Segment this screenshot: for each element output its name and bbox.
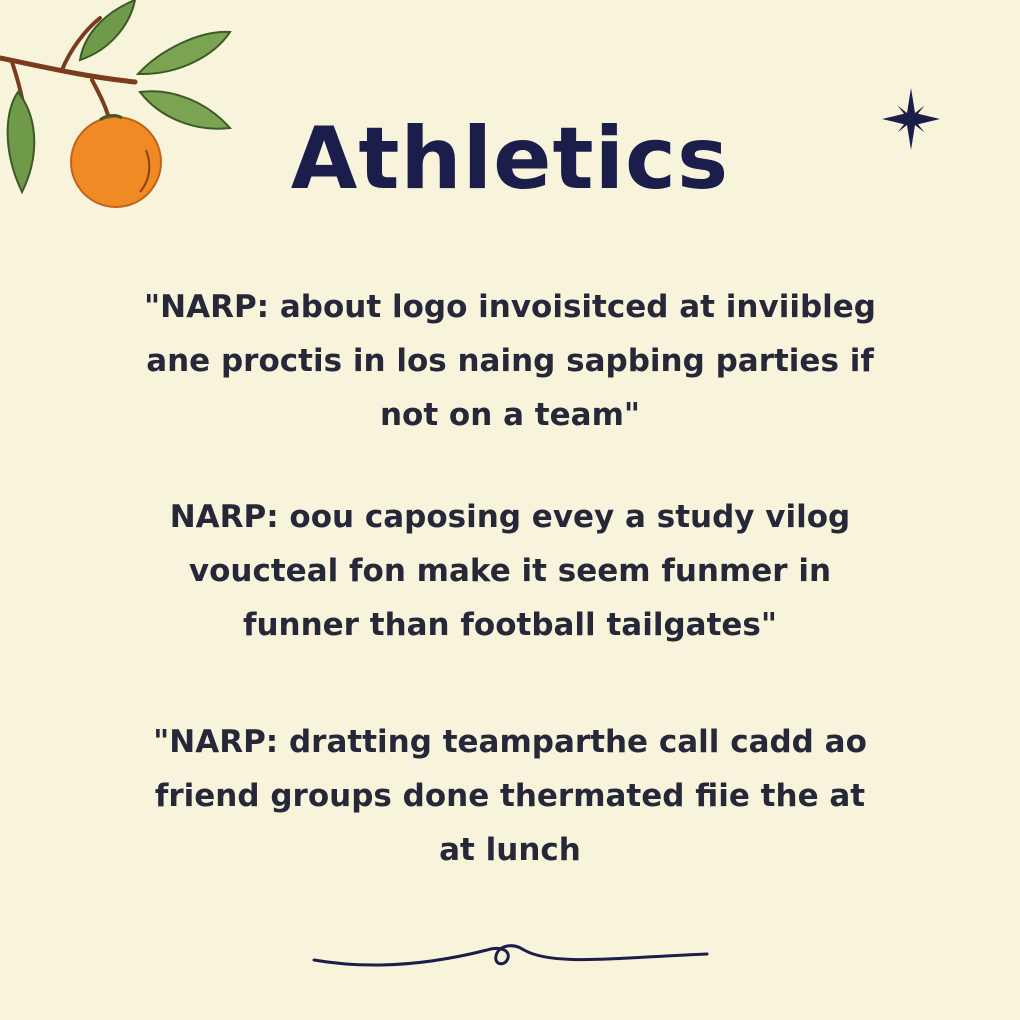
swirl-divider-icon [312,928,712,978]
quote-1: "NARP: about logo invoisitced at inviibleg ane proctis in los naing sapbing parties if not on a team" [144,289,876,433]
quote-3: "NARP: dratting teamparthe call cadd ao friend groups done thermated fiie the at at lunch [153,724,867,868]
quote-2: NARP: oou caposing evey a study vilog voucteal fon make it seem funmer in funner than football tailgates" [169,499,851,643]
page-title: Athletics [290,109,730,209]
